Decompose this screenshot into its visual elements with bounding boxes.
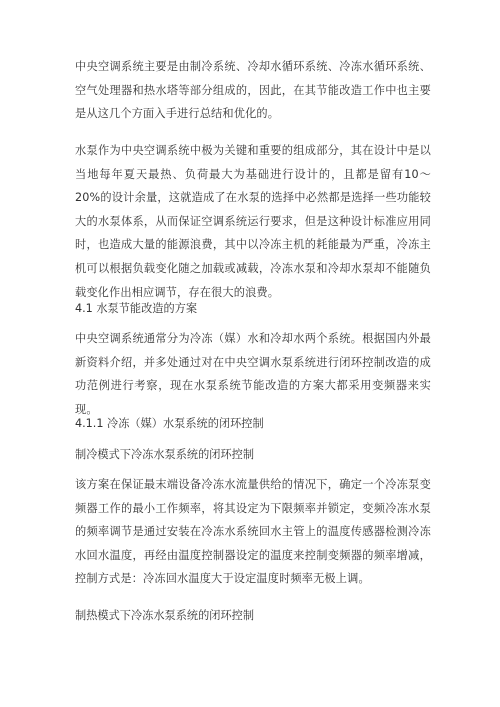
section-4-1-1-title: 4.1.1 冷冻（媒）水泵系统的闭环控制 <box>75 417 264 430</box>
paragraph-intro: 中央空调系统主要是由制冷系统、冷却水循环系统、冷冻水循环系统、空气处理器和热水塔等部分组成的，因此，在其节能改造工作中也主要是从这几个方面入手进行总结和优化的。 <box>75 60 431 121</box>
subheading-cooling-mode: 制冷模式下冷冻水泵系统的闭环控制 <box>75 448 255 461</box>
paragraph-cooling-control: 该方案在保证最末端设备冷冻水流量供给的情况下，确定一个冷冻泵变频器工作的最小工作频率，将其设定为下限频率并锁定，变频冷冻水泵的频率调节是通过安装在冷冻水系统回水主管上的温度传感器检测冷冻水回水温度，再经由温度控制器设定的温度来控制变频器的频率增减，控制方式是：冷冻回水温度大于设定温度时频率无极上调。 <box>75 478 431 586</box>
paragraph-pump-role: 水泵作为中央空调系统中极为关键和重要的组成部分，其在设计中是以当地每年夏天最热、负荷最大为基础进行设计的，且都是留有10～20%的设计余量，这就造成了在水泵的选择中必然都是选择一些功能较大的水泵体系，从而保证空调系统运行要求，但是这种设计标准应用同时，也造成大量的能源浪费，其中以冷冻主机的耗能最为严重，冷冻主机可以根据负载变化随之加载或减载，冷冻水泵和冷却水泵却不能随负载变化作出相应调节，存在很大的浪费。 <box>75 144 431 299</box>
section-4-1-title: 4.1 水泵节能改造的方案 <box>75 302 198 315</box>
paragraph-scheme: 中央空调系统通常分为冷冻（媒）水和冷却水两个系统。根据国内外最新资料介绍，并多处通过对在中央空调水泵系统进行闭环控制改造的成功范例进行考察，现在水泵系统节能改造的方案大都采用变频器来实现。 <box>75 332 431 416</box>
subheading-heating-mode: 制热模式下冷冻水泵系统的闭环控制 <box>75 609 255 622</box>
